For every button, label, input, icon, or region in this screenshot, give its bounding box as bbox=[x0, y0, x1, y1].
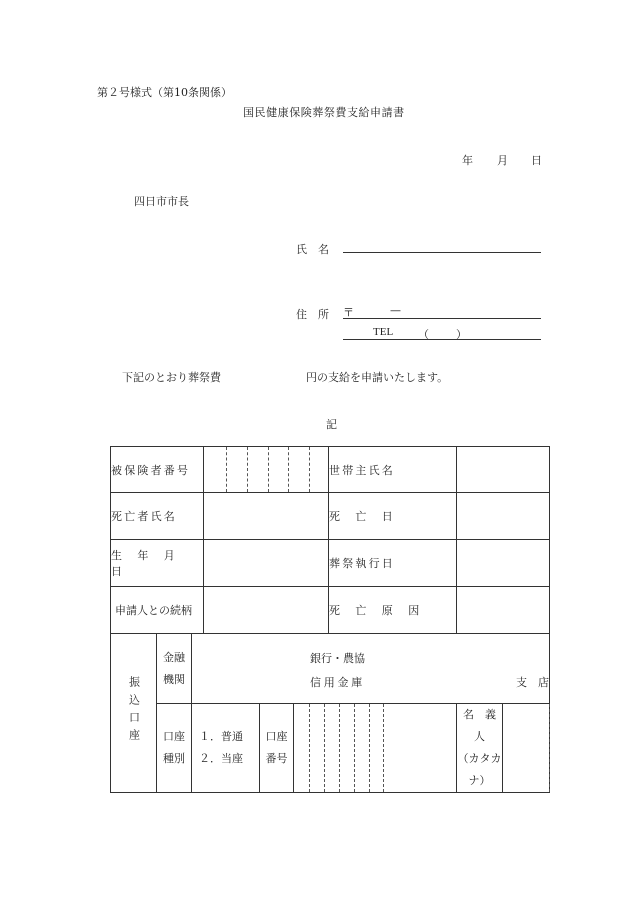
relation-field[interactable] bbox=[204, 587, 329, 634]
account-number-field[interactable] bbox=[294, 704, 457, 793]
account-type-options[interactable] bbox=[192, 704, 260, 793]
bank-type-line1: 銀行・農協 bbox=[310, 652, 365, 665]
account-type-line1: 口座 bbox=[163, 730, 185, 743]
death-date-field[interactable] bbox=[457, 493, 550, 540]
death-cause-label: 死 亡 原 因 bbox=[329, 587, 457, 634]
transfer-account-label bbox=[111, 634, 157, 793]
holder-field[interactable] bbox=[503, 704, 550, 793]
addressee: 四日市市長 bbox=[134, 195, 189, 208]
birth-date-label: 生 年 月 日 bbox=[111, 540, 204, 587]
account-type-line2: 種別 bbox=[163, 752, 185, 765]
death-cause-field[interactable] bbox=[457, 587, 550, 634]
request-suffix: 円の支給を申請いたします。 bbox=[306, 371, 449, 384]
ki-label: 記 bbox=[326, 418, 337, 431]
digit-divider bbox=[226, 447, 227, 492]
tel-close-paren: ） bbox=[456, 328, 467, 341]
name-label: 氏 名 bbox=[296, 243, 329, 256]
holder-divider bbox=[549, 704, 550, 792]
digit-divider bbox=[354, 704, 355, 792]
date-year-label: 年 bbox=[462, 154, 473, 167]
postal-dash: — bbox=[390, 304, 401, 317]
digit-divider bbox=[268, 447, 269, 492]
deceased-name-field[interactable] bbox=[204, 493, 329, 540]
digit-divider bbox=[288, 447, 289, 492]
funeral-date-field[interactable] bbox=[457, 540, 550, 587]
holder-line1: 名 義 人 bbox=[463, 708, 507, 743]
request-prefix: 下記のとおり葬祭費 bbox=[122, 371, 221, 384]
digit-divider bbox=[309, 704, 310, 792]
branch-label: 支 店 bbox=[516, 676, 549, 689]
date-day-label: 日 bbox=[531, 154, 542, 167]
transfer-account-text: 振込口座 bbox=[127, 676, 141, 747]
holder-line2: （カタカナ） bbox=[457, 752, 502, 787]
death-date-label: 死 亡 日 bbox=[329, 493, 457, 540]
account-number-line1: 口座 bbox=[265, 730, 288, 743]
financial-institution-line1: 金融 bbox=[163, 650, 185, 664]
digit-divider bbox=[369, 704, 370, 792]
insured-number-field[interactable] bbox=[204, 447, 329, 493]
digit-divider bbox=[247, 447, 248, 492]
tel-field[interactable] bbox=[343, 339, 541, 340]
digit-divider bbox=[309, 447, 310, 492]
tel-open-paren: （ bbox=[418, 328, 429, 341]
bank-type-line2: 信用金庫 bbox=[310, 676, 365, 689]
householder-name-field[interactable] bbox=[457, 447, 550, 493]
form-title: 国民健康保険葬祭費支給申請書 bbox=[243, 106, 405, 119]
address-field[interactable] bbox=[343, 318, 541, 319]
form-number: 第２号様式（第10条関係） bbox=[97, 86, 232, 99]
postal-mark: 〒 bbox=[343, 306, 354, 319]
financial-institution-line2: 機関 bbox=[163, 672, 185, 686]
account-number-line2: 番号 bbox=[265, 752, 288, 765]
digit-divider bbox=[339, 704, 340, 792]
bank-field[interactable] bbox=[192, 634, 550, 704]
date-month-label: 月 bbox=[497, 154, 508, 167]
householder-name-label: 世帯主氏名 bbox=[329, 447, 457, 493]
current-option[interactable]: ２．当座 bbox=[199, 752, 243, 765]
holder-label bbox=[457, 704, 507, 793]
funeral-date-label: 葬祭執行日 bbox=[329, 540, 457, 587]
insured-number-label: 被保険者番号 bbox=[111, 447, 204, 493]
digit-divider bbox=[324, 704, 325, 792]
account-type-label bbox=[157, 704, 192, 793]
ordinary-option[interactable]: １．普通 bbox=[199, 730, 243, 743]
financial-institution-label bbox=[157, 634, 192, 704]
application-table bbox=[110, 446, 550, 793]
birth-date-field[interactable] bbox=[204, 540, 329, 587]
relation-label: 申請人との続柄 bbox=[111, 587, 204, 634]
tel-label: TEL bbox=[373, 326, 394, 338]
deceased-name-label: 死亡者氏名 bbox=[111, 493, 204, 540]
digit-divider bbox=[383, 704, 384, 792]
name-field[interactable] bbox=[343, 252, 541, 253]
address-label: 住 所 bbox=[296, 308, 329, 321]
account-number-label bbox=[260, 704, 294, 793]
